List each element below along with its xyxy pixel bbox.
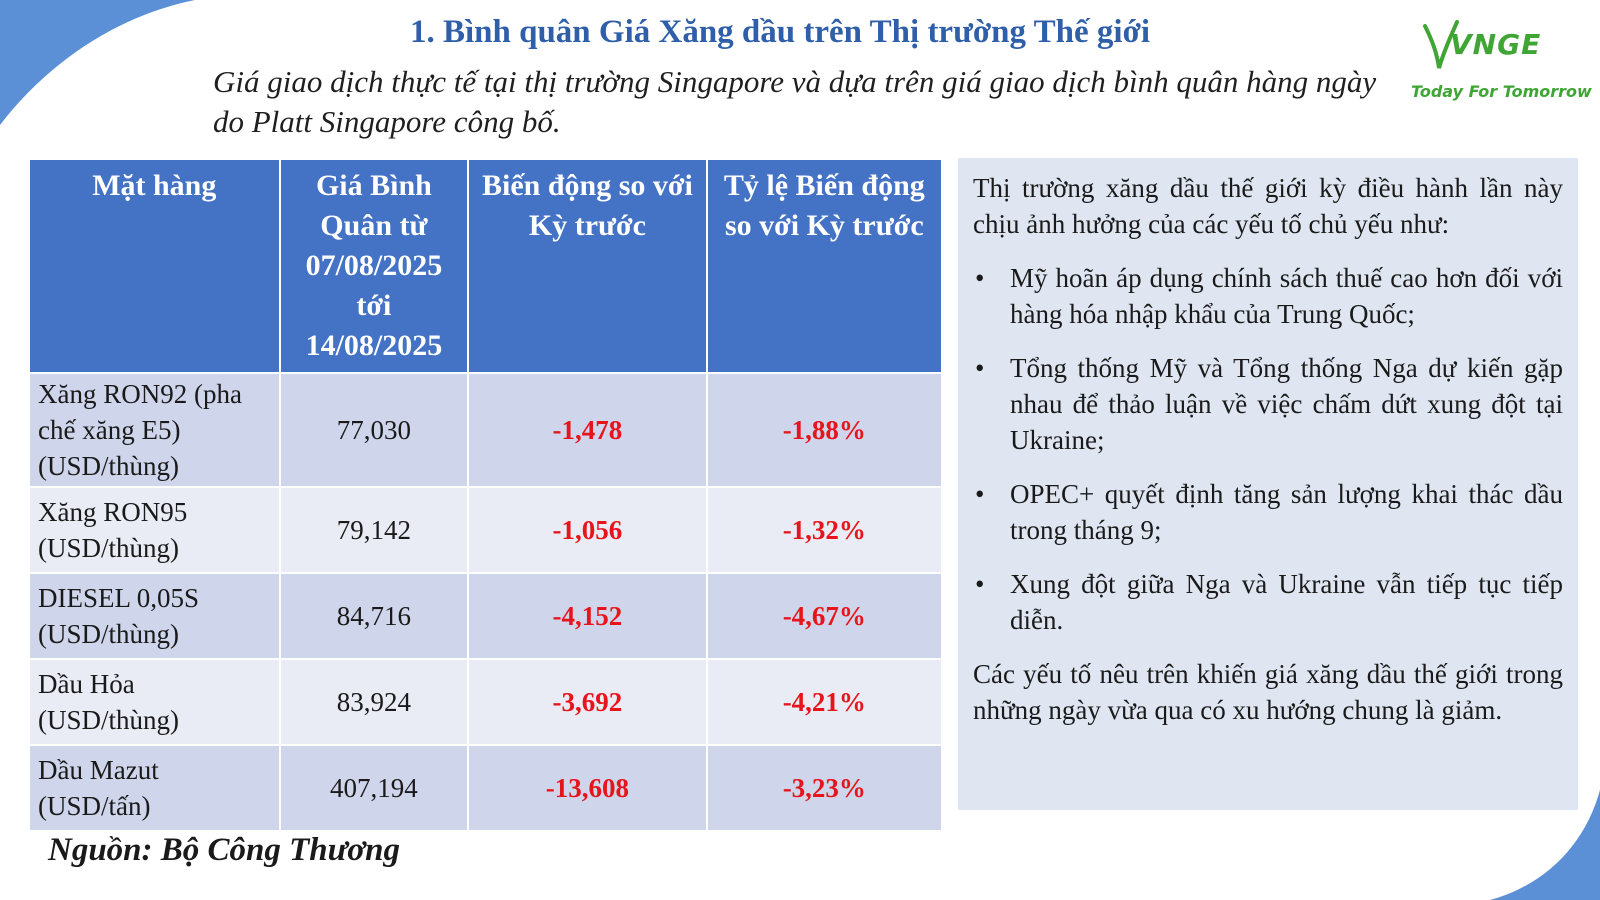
commodity-name: DIESEL 0,05S (USD/thùng): [29, 573, 280, 659]
average-price: 79,142: [280, 487, 469, 573]
table-row: [29, 487, 942, 573]
header-commodity: Mặt hàng: [29, 160, 280, 373]
list-item: • Xung đột giữa Nga và Ukraine vẫn tiếp tục tiếp diễn.: [973, 566, 1563, 638]
price-change: -13,608: [468, 745, 706, 831]
table-row: [29, 373, 942, 487]
commodity-name: Dầu Mazut (USD/tấn): [29, 745, 280, 831]
table-row: [29, 573, 942, 659]
list-item: • OPEC+ quyết định tăng sản lượng khai thác dầu trong tháng 9;: [973, 476, 1563, 548]
slide-title: 1. Bình quân Giá Xăng dầu trên Thị trường Thế giới: [409, 14, 1151, 50]
table-row: [29, 659, 942, 745]
source-note: Nguồn: Bộ Công Thương: [48, 832, 400, 868]
price-table: [28, 160, 943, 832]
commodity-name: Xăng RON95 (USD/thùng): [29, 487, 280, 573]
table-header-row: [29, 160, 942, 373]
logo-mark: VNGE: [1450, 28, 1542, 61]
average-price: 77,030: [280, 373, 469, 487]
average-price: 407,194: [280, 745, 469, 831]
panel-intro: Thị trường xăng dầu thế giới kỳ điều hành lần này chịu ảnh hưởng của các yếu tố chủ yếu như:: [973, 173, 1563, 239]
factor-list: [973, 260, 1563, 638]
price-change: -1,478: [468, 373, 706, 487]
commodity-name: Dầu Hỏa (USD/thùng): [29, 659, 280, 745]
header-change-rate: Tỷ lệ Biến động so với Kỳ trước: [707, 160, 942, 373]
header-change: Biến động so với Kỳ trước: [468, 160, 706, 373]
slide-subtitle: Giá giao dịch thực tế tại thị trường Singapore và dựa trên giá giao dịch bình quân hàng ngày do Platt Singapore công bố.: [213, 64, 1377, 139]
corner-decoration-top-left: [0, 0, 200, 130]
table-row: [29, 745, 942, 831]
header-average-price: Giá Bình Quân từ 07/08/2025 tới 14/08/2025: [280, 160, 469, 373]
price-change: -1,056: [468, 487, 706, 573]
vnge-logo: [1405, 14, 1595, 114]
price-change: -4,152: [468, 573, 706, 659]
commodity-name: Xăng RON92 (pha chế xăng E5) (USD/thùng): [29, 373, 280, 487]
average-price: 83,924: [280, 659, 469, 745]
list-item: • Mỹ hoãn áp dụng chính sách thuế cao hơn đối với hàng hóa nhập khẩu của Trung Quốc;: [973, 260, 1563, 332]
panel-conclusion: Các yếu tố nêu trên khiến giá xăng dầu thế giới trong những ngày vừa qua có xu hướng chung là giảm.: [973, 659, 1563, 725]
change-rate: -1,32%: [707, 487, 942, 573]
list-item: • Tổng thống Mỹ và Tổng thống Nga dự kiến gặp nhau để thảo luận về việc chấm dứt xung đột tại Ukraine;: [973, 350, 1563, 458]
change-rate: -4,67%: [707, 573, 942, 659]
change-rate: -3,23%: [707, 745, 942, 831]
change-rate: -4,21%: [707, 659, 942, 745]
average-price: 84,716: [280, 573, 469, 659]
market-factors-panel: [958, 158, 1578, 810]
logo-tagline: Today For Tomorrow: [1411, 82, 1592, 101]
price-change: -3,692: [468, 659, 706, 745]
change-rate: -1,88%: [707, 373, 942, 487]
